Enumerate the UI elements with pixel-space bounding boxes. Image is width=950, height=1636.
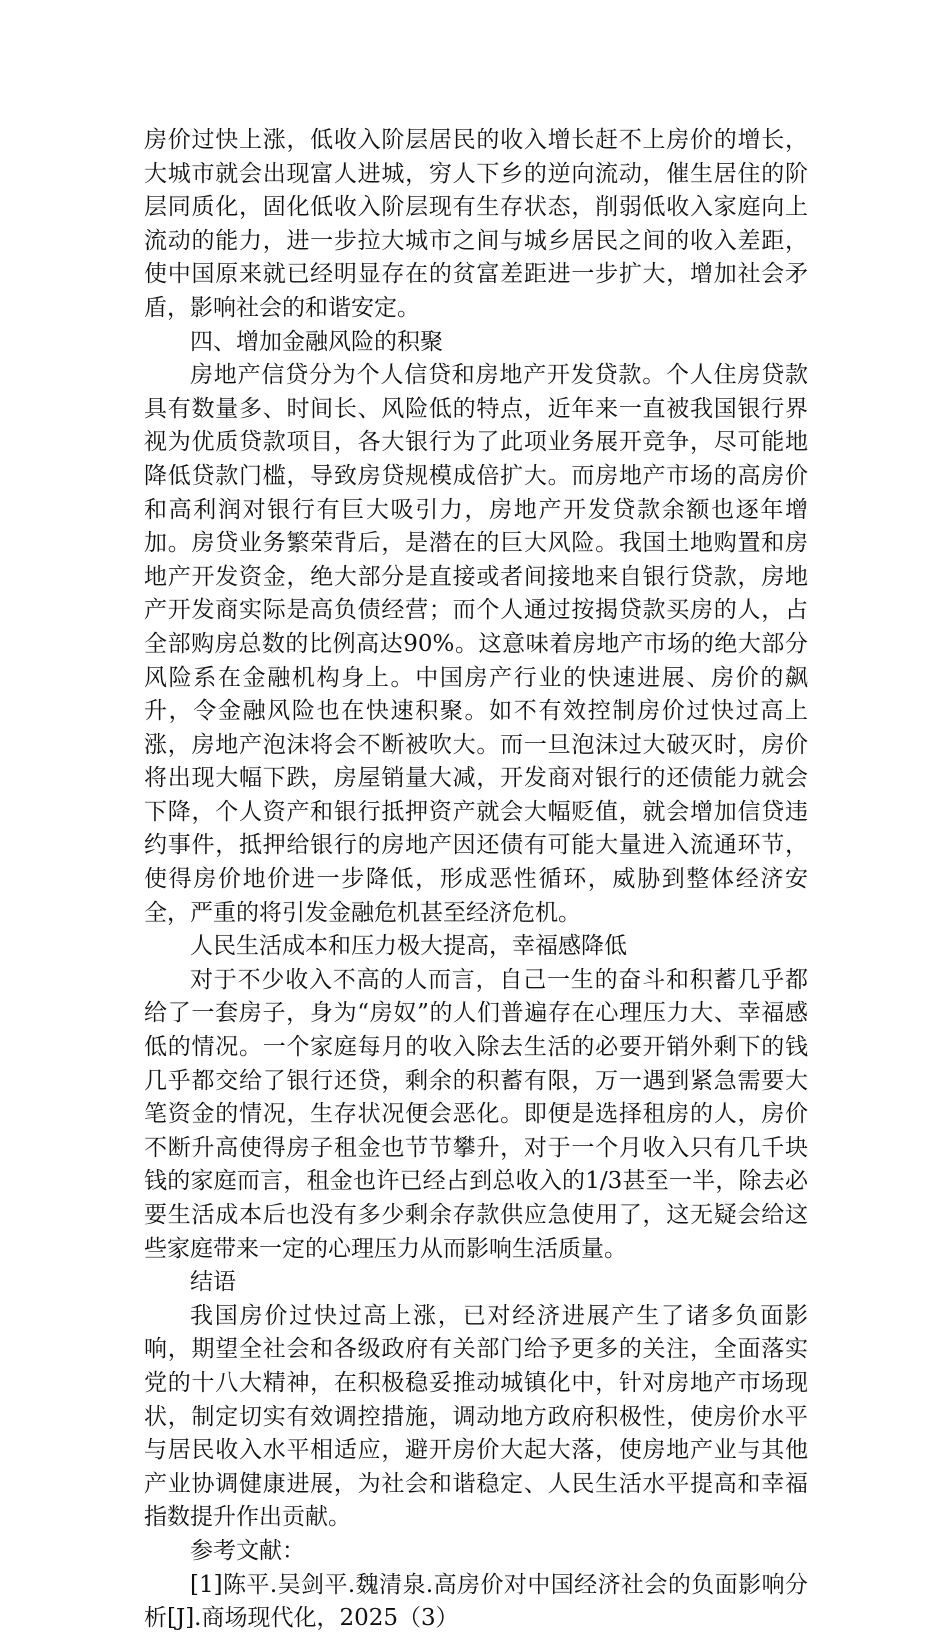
section-heading-financial-risk: 四、增加金融风险的积聚 <box>190 328 443 355</box>
document-body <box>144 124 808 1636</box>
section-heading-conclusion: 结语 <box>190 1269 236 1296</box>
paragraph-living-cost: 对于不少收入不高的人而言，自己一生的奋斗和积蓄几乎都给了一套房子，身为“房奴”的人们普遍存在心理压力大、幸福感低的情况。一个家庭每月的收入除去生活的必要开销外剩下的钱几乎都交给了银行还贷，剩余的积蓄有限，万一遇到紧急需要大笔资金的情况，生存状况便会恶化。即便是选择租房的人，房价不断升高使得房子租金也节节攀升，对于一个月收入只有几千块钱的家庭而言，租金也许已经占到总收入的1/3甚至一半，除去必要生活成本后也没有多少剩余存款供应急使用了，这无疑会给这些家庭带来一定的心理压力从而影响生活质量。 <box>144 966 808 1262</box>
section-heading-living-cost: 人民生活成本和压力极大提高，幸福感降低 <box>190 933 627 960</box>
paragraph-financial-risk: 房地产信贷分为个人信贷和房地产开发贷款。个人住房贷款具有数量多、时间长、风险低的特点，近年来一直被我国银行界视为优质贷款项目，各大银行为了此项业务展开竞争，尽可能地降低贷款门槛，导致房贷规模成倍扩大。而房地产市场的高房价和高利润对银行有巨大吸引力，房地产开发贷款余额也逐年增加。房贷业务繁荣背后，是潜在的巨大风险。我国土地购置和房地产开发资金，绝大部分是直接或者间接地来自银行贷款，房地产开发商实际是高负债经营；而个人通过按揭贷款买房的人，占全部购房总数的比例高达90%。这意味着房地产市场的绝大部分风险系在金融机构身上。中国房产行业的快速进展、房价的飙升，令金融风险也在快速积聚。如不有效控制房价过快过高上涨，房地产泡沫将会不断被吹大。而一旦泡沫过大破灭时，房价将出现大幅下跌，房屋销量大减，开发商对银行的还债能力就会下降，个人资产和银行抵押资产就会大幅贬值，就会增加信贷违约事件，抵押给银行的房地产因还债有可能大量进入流通环节，使得房价地价进一步降低，形成恶性循环，威胁到整体经济安全，严重的将引发金融危机甚至经济危机。 <box>144 362 808 926</box>
section-heading-references: 参考文献： <box>190 1537 305 1564</box>
paragraph-income-gap: 房价过快上涨，低收入阶层居民的收入增长赶不上房价的增长，大城市就会出现富人进城，穷人下乡的逆向流动，催生居住的阶层同质化，固化低收入阶层现有生存状态，削弱低收入家庭向上流动的能力，进一步拉大城市之间与城乡居民之间的收入差距，使中国原来就已经明显存在的贫富差距进一步扩大，增加社会矛盾，影响社会的和谐安定。 <box>144 127 808 321</box>
reference-item: [1]陈平.吴剑平.魏清泉.高房价对中国经济社会的负面影响分析[J].商场现代化，2025（3） <box>144 1571 808 1632</box>
paragraph-conclusion: 我国房价过快过高上涨，已对经济进展产生了诸多负面影响，期望全社会和各级政府有关部门给予更多的关注，全面落实党的十八大精神，在积极稳妥推动城镇化中，针对房地产市场现状，制定切实有效调控措施，调动地方政府积极性，使房价水平与居民收入水平相适应，避开房价大起大落，使房地产业与其他产业协调健康进展，为社会和谐稳定、人民生活水平提高和幸福指数提升作出贡献。 <box>144 1302 808 1531</box>
